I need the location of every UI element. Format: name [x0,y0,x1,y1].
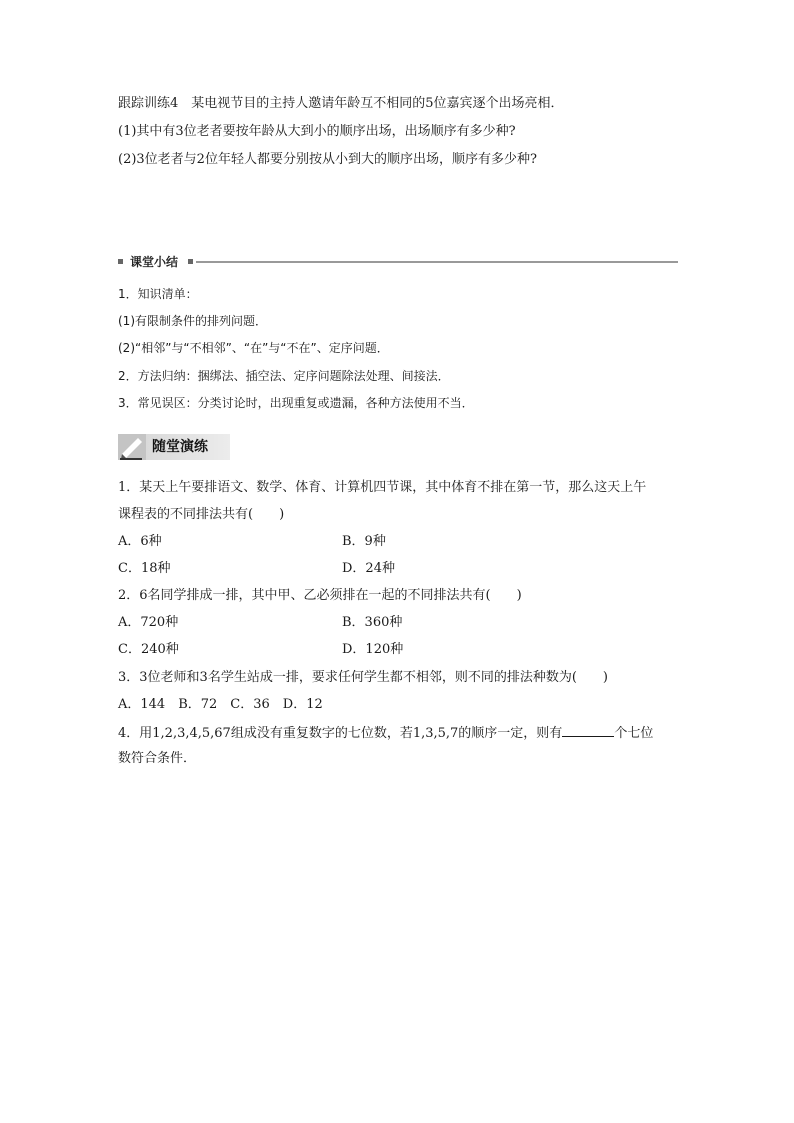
question-2-option-c: C．240种 [118,642,179,657]
answer-blank[interactable] [562,724,614,737]
summary-item-1: 1．知识清单： [118,287,198,301]
summary-item-1b: (2)“相邻”与“不相邻”、“在”与“不在”、定序问题． [118,341,389,355]
question-4-text-part-1: 4．用1,2,3,4,5,67组成没有重复数字的七位数，若1,3,5,7的顺序一定，则有 [118,726,563,741]
question-1-option-d: D．24种 [342,561,395,576]
question-1-line-2: 课程表的不同排法共有( ) [118,507,285,522]
summary-item-2: 2．方法归纳：捆绑法、插空法、定序问题除法处理、间接法． [118,369,450,383]
pencil-icon [118,434,146,460]
question-2-option-a: A．720种 [118,615,179,630]
question-2-line-1: 2．6名同学排成一排，其中甲、乙必须排在一起的不同排法共有( ) [118,588,522,603]
question-2-option-b: B．360种 [342,615,403,630]
summary-section-header [118,254,678,270]
question-2-option-d: D．120种 [342,642,404,657]
question-1-option-a: A．6种 [118,534,162,549]
summary-header-title: 课堂小结 [130,255,179,269]
header-divider [196,261,678,263]
question-4-line-1 [118,724,653,742]
square-bullet-icon [188,259,193,264]
question-1-option-c: C．18种 [118,561,171,576]
question-1-option-b: B．9种 [342,534,386,549]
practice-section-header [118,434,230,460]
followup-title: 跟踪训练4 某电视节目的主持人邀请年龄互不相同的5位嘉宾逐个出场亮相． [118,96,564,111]
followup-question-2: (2)3位老者与2位年轻人都要分别按从小到大的顺序出场，顺序有多少种? [118,152,537,167]
square-bullet-icon [118,259,123,264]
question-3-options: A．144 B．72 C．36 D．12 [118,697,323,712]
practice-header-title: 随堂演练 [152,439,208,455]
question-1-line-1: 1．某天上午要排语文、数学、体育、计算机四节课，其中体育不排在第一节，那么这天上午 [118,480,647,495]
followup-question-1: (1)其中有3位老者要按年龄从大到小的顺序出场，出场顺序有多少种? [118,124,516,139]
question-3-line-1: 3．3位老师和3名学生站成一排，要求任何学生都不相邻，则不同的排法种数为( ) [118,670,608,685]
question-4-line-2: 数符合条件． [118,751,197,766]
summary-item-1a: (1)有限制条件的排列问题． [118,314,267,328]
question-4-text-part-2: 个七位 [614,726,654,741]
summary-item-3: 3．常见误区：分类讨论时，出现重复或遗漏，各种方法使用不当． [118,396,474,410]
